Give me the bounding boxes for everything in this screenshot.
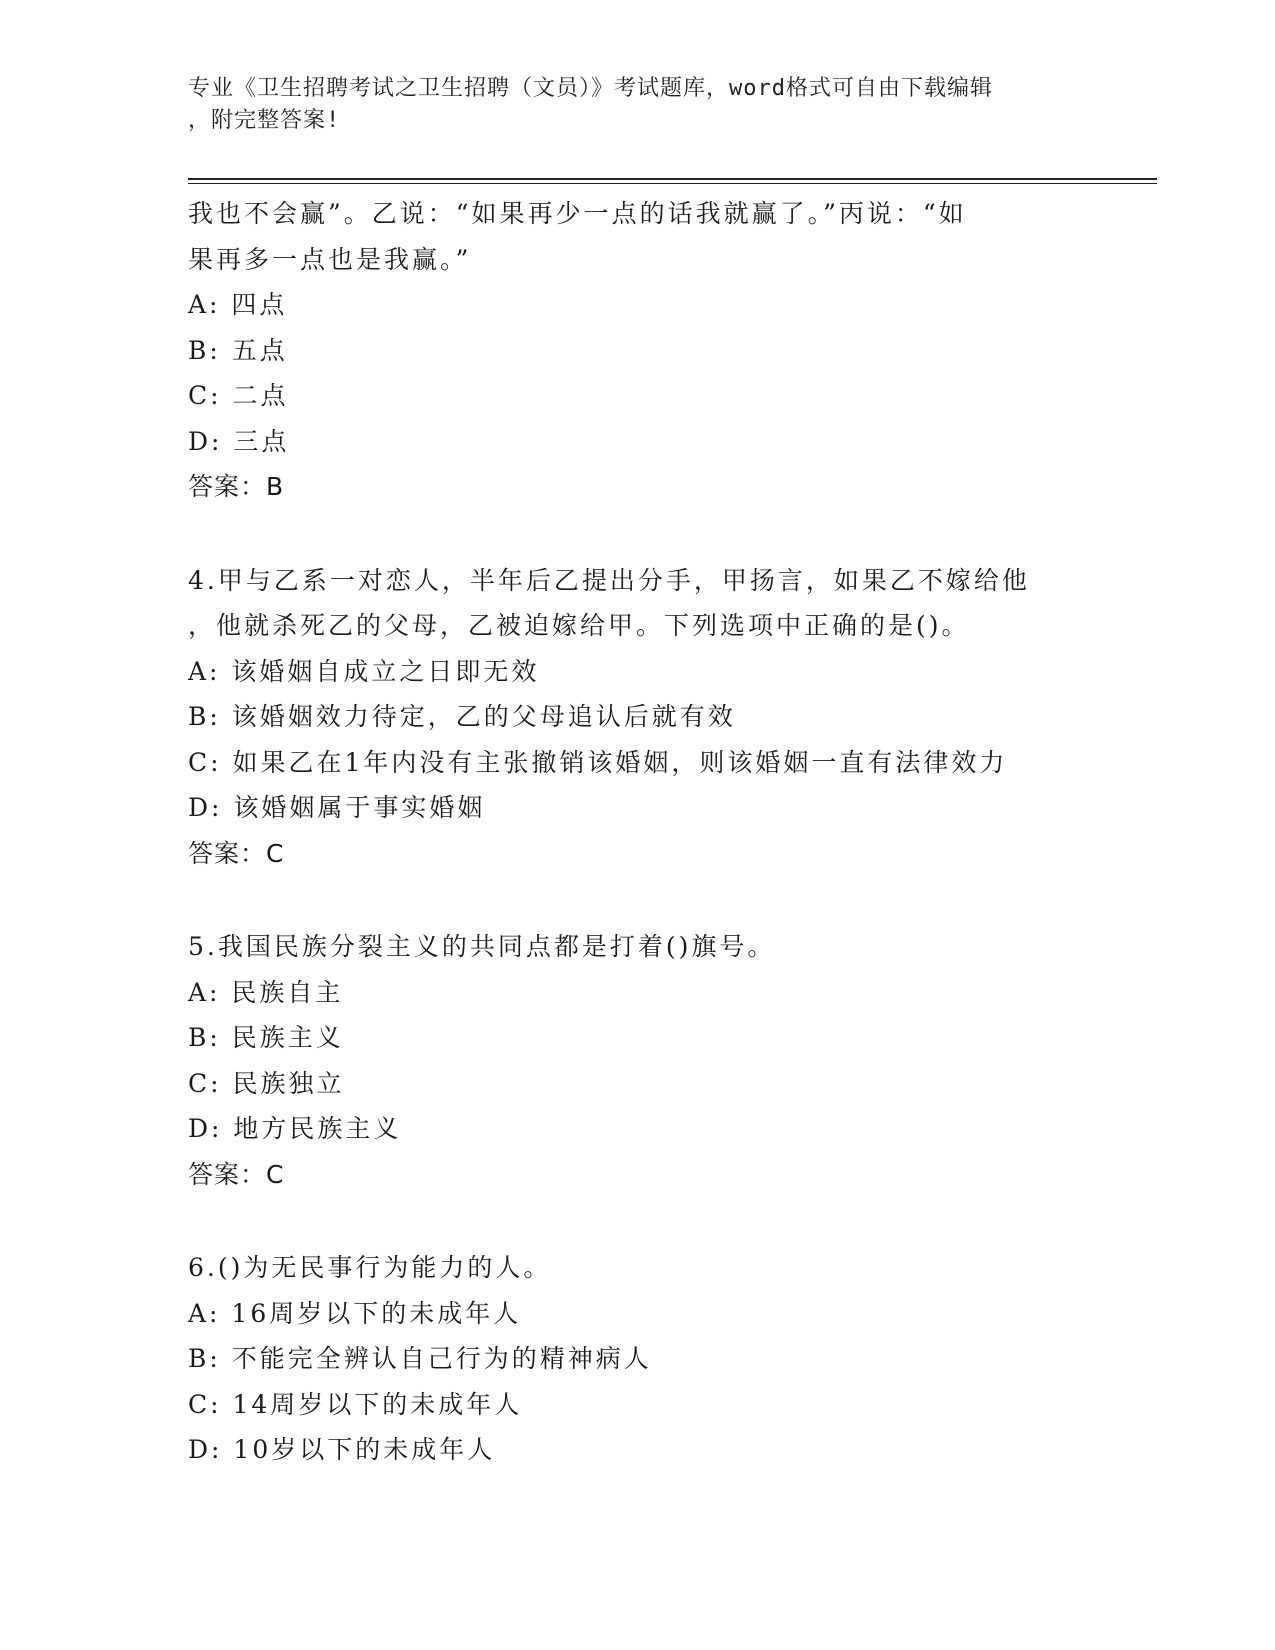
question-text-line: ，他就杀死乙的父母，乙被迫嫁给甲。下列选项中正确的是()。	[188, 611, 970, 640]
page-header	[188, 73, 1068, 137]
header-title-line-1: 专业《卫生招聘考试之卫生招聘（文员）》考试题库，word格式可自由下载编辑	[188, 76, 993, 101]
option-c: C: 民族独立	[188, 1068, 345, 1098]
header-rule-thin	[188, 183, 1157, 184]
option-b: B: 五点	[188, 335, 288, 365]
option-d: D: 三点	[188, 426, 290, 456]
option-d: D: 地方民族主义	[188, 1114, 402, 1143]
option-b: B: 民族主义	[188, 1023, 344, 1052]
option-c: C: 二点	[188, 381, 289, 410]
answer-label: 答案：B	[188, 472, 285, 501]
question-text-line: 4.甲与乙系一对恋人，半年后乙提出分手，甲扬言，如果乙不嫁给他	[188, 565, 1030, 595]
question-text-line: 5.我国民族分裂主义的共同点都是打着()旗号。	[188, 932, 776, 961]
option-a: A: 四点	[188, 290, 288, 319]
question-spacer	[188, 510, 1088, 558]
question-3-continuation	[188, 191, 1088, 510]
question-4	[188, 558, 1088, 877]
question-5	[188, 924, 1088, 1197]
option-a: A: 16周岁以下的未成年人	[188, 1298, 522, 1328]
answer-label: 答案：C	[188, 1159, 285, 1189]
answer-label: 答案：C	[188, 838, 285, 868]
option-c: C: 14周岁以下的未成年人	[188, 1389, 523, 1419]
option-a: A: 该婚姻自成立之日即无效	[188, 656, 540, 686]
option-a: A: 民族自主	[188, 977, 344, 1007]
option-b: B: 不能完全辨认自己行为的精神病人	[188, 1344, 652, 1373]
option-d: D: 10岁以下的未成年人	[188, 1435, 496, 1464]
question-spacer	[188, 1197, 1088, 1245]
question-text-line: 6.()为无民事行为能力的人。	[188, 1253, 552, 1282]
header-title-line-2: ，附完整答案!	[188, 108, 341, 133]
header-rule-thick	[188, 178, 1157, 180]
option-c: C: 如果乙在1年内没有主张撤销该婚姻，则该婚姻一直有法律效力	[188, 747, 1008, 777]
question-6	[188, 1245, 1088, 1473]
question-spacer	[188, 876, 1088, 924]
question-text-line: 我也不会赢”。乙说：“如果再少一点的话我就赢了。”丙说：“如	[188, 199, 967, 228]
question-text-line: 果再多一点也是我赢。”	[188, 244, 472, 274]
option-b: B: 该婚姻效力待定，乙的父母追认后就有效	[188, 702, 736, 731]
option-d: D: 该婚姻属于事实婚姻	[188, 793, 486, 822]
question-list	[188, 191, 1088, 1473]
